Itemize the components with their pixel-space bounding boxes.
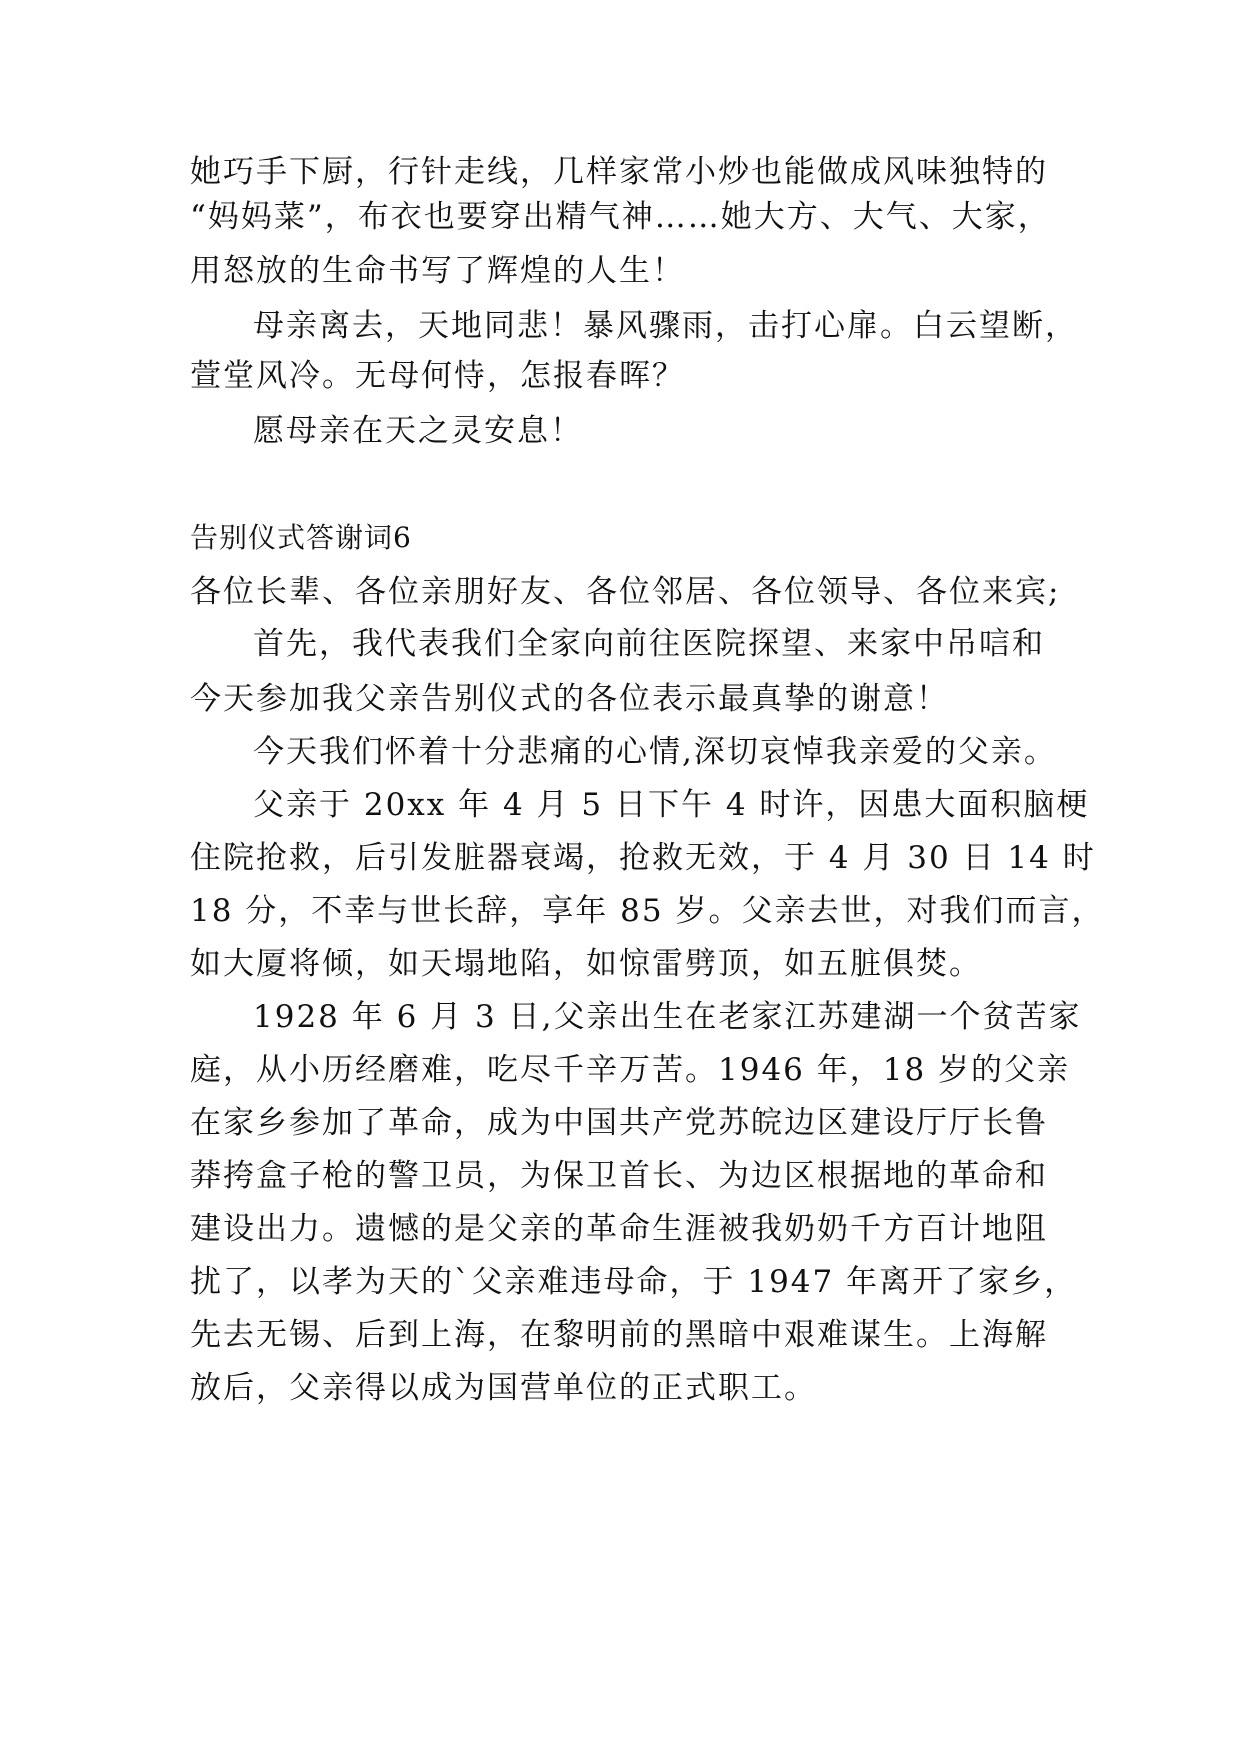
body-text-line: 莽挎盒子枪的警卫员，为保卫首长、为边区根据地的革命和 — [190, 1158, 1048, 1194]
body-text-line: 在家乡参加了革命，成为中国共产党苏皖边区建设厅厅长鲁 — [190, 1105, 1048, 1141]
body-text-line: 萱堂风冷。无母何恃，怎报春晖？ — [190, 358, 685, 394]
body-text-line: 住院抢救，后引发脏器衰竭，抢救无效，于 4 月 30 日 14 时 — [190, 840, 1096, 876]
paragraph-start-line: 首先，我代表我们全家向前往医院探望、来家中吊唁和 — [253, 626, 1045, 662]
body-text-line: 用怒放的生命书写了辉煌的人生！ — [190, 253, 685, 289]
body-text-line: 她巧手下厨，行针走线，几样家常小炒也能做成风味独特的 — [190, 154, 1048, 190]
body-text-line: 扰了，以孝为天的`父亲难违母命，于 1947 年离开了家乡， — [190, 1264, 1078, 1300]
body-text-line: 18 分，不幸与世长辞，享年 85 岁。父亲去世，对我们而言， — [190, 893, 1105, 929]
paragraph-start-line: 1928 年 6 月 3 日,父亲出生在老家江苏建湖一个贫苦家 — [253, 999, 1082, 1035]
paragraph-start-line: 今天我们怀着十分悲痛的心情,深切哀悼我亲爱的父亲。 — [253, 734, 1057, 770]
body-text-line: 庭，从小历经磨难，吃尽千辛万苦。1946 年，18 岁的父亲 — [190, 1052, 1071, 1088]
body-text-line: “妈妈菜”，布衣也要穿出精气神……她大方、大气、大家， — [190, 199, 1051, 235]
paragraph-start-line: 父亲于 20xx 年 4 月 5 日下午 4 时许，因患大面积脑梗 — [253, 787, 1090, 823]
body-text-line: 建设出力。遗憾的是父亲的革命生涯被我奶奶千方百计地阻 — [190, 1211, 1048, 1247]
body-text-line: 放后，父亲得以成为国营单位的正式职工。 — [190, 1370, 817, 1406]
section-heading: 告别仪式答谢词6 — [190, 521, 412, 554]
paragraph-start-line: 愿母亲在天之灵安息！ — [253, 413, 583, 449]
body-text-line: 先去无锡、后到上海，在黎明前的黑暗中艰难谋生。上海解 — [190, 1317, 1048, 1353]
body-text-line: 如大厦将倾，如天塌地陷，如惊雷劈顶，如五脏俱焚。 — [190, 946, 982, 982]
paragraph-start-line: 母亲离去，天地同悲！暴风骤雨，击打心扉。白云望断， — [253, 308, 1078, 344]
salutation-line: 各位长辈、各位亲朋好友、各位邻居、各位领导、各位来宾; — [190, 574, 1061, 610]
body-text-line: 今天参加我父亲告别仪式的各位表示最真挚的谢意！ — [190, 681, 949, 717]
